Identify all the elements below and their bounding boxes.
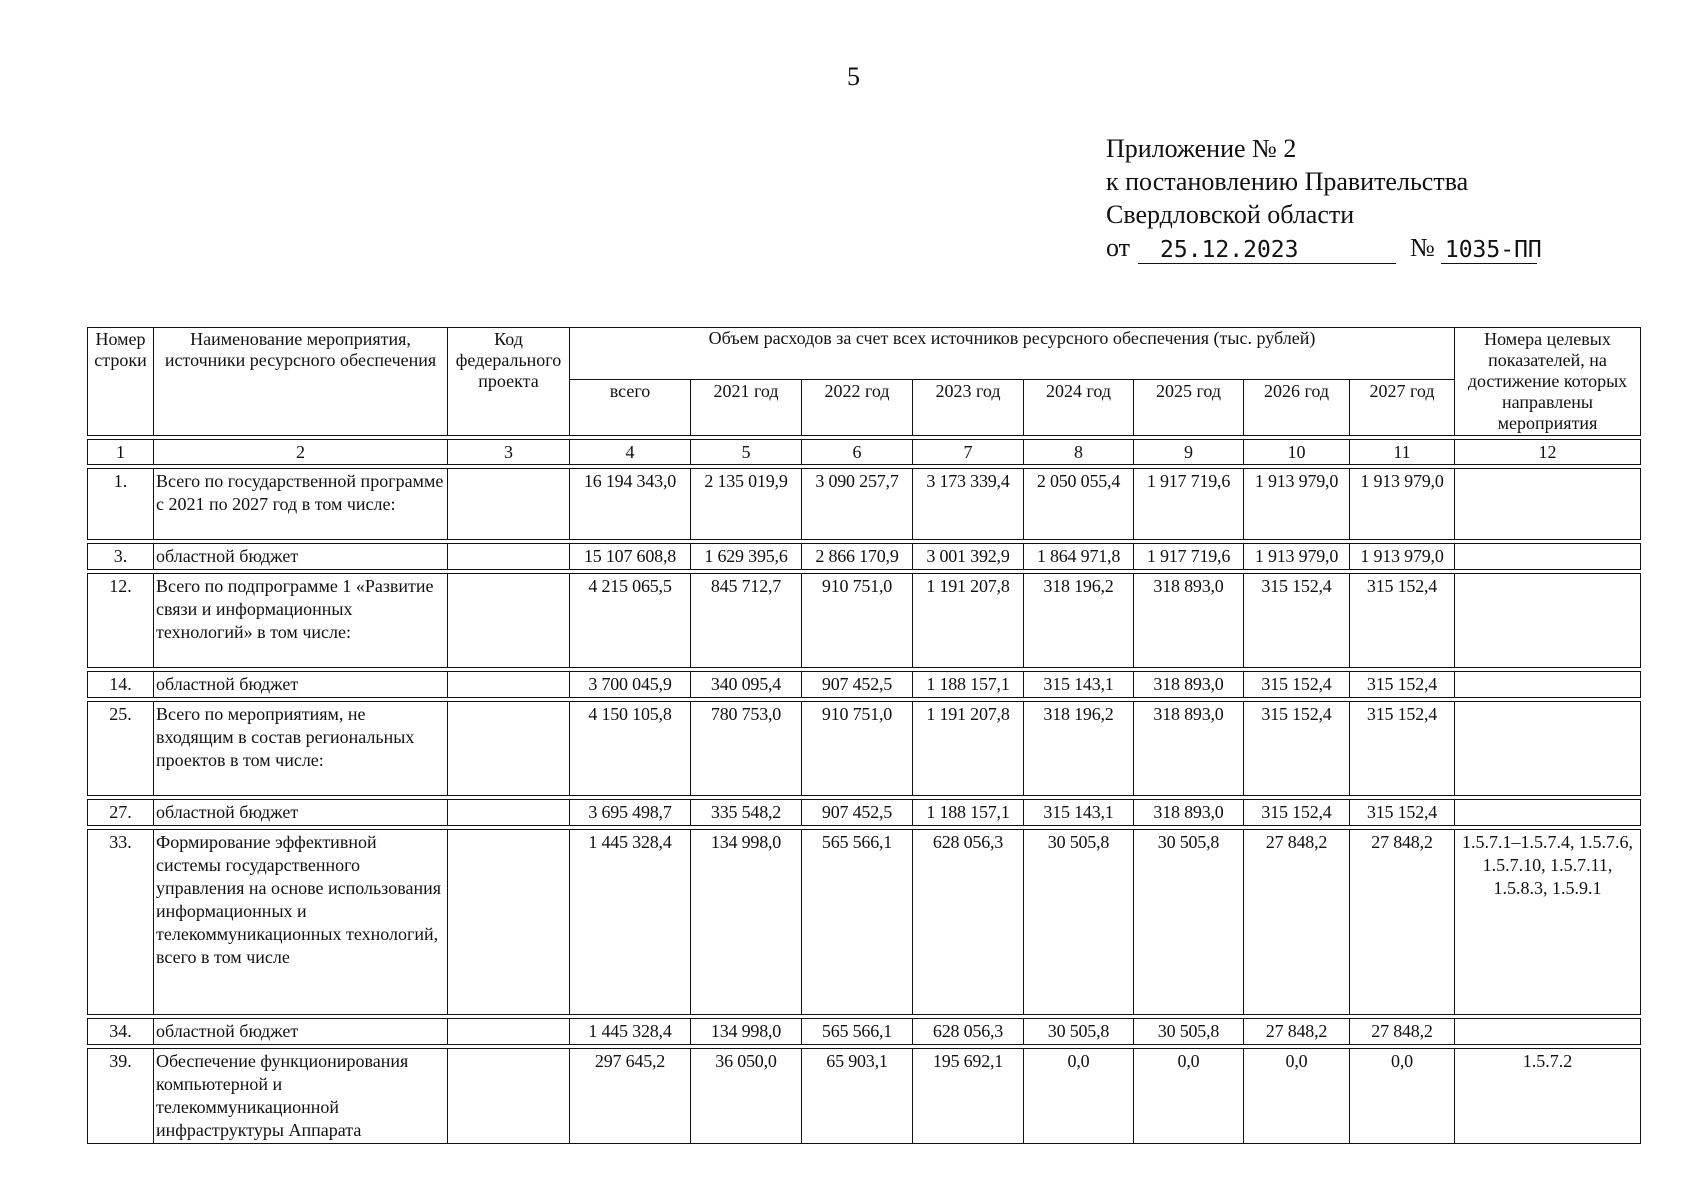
header-2021: 2021 год <box>691 379 802 435</box>
goal-indicators-cell <box>1455 1019 1641 1045</box>
year-2026-cell: 315 152,4 <box>1244 800 1350 826</box>
col-number: 3 <box>448 440 570 465</box>
year-2027-cell: 0,0 <box>1350 1049 1455 1144</box>
year-2025-cell: 0,0 <box>1134 1049 1244 1144</box>
fed-code-cell <box>448 544 570 570</box>
year-2027-cell: 315 152,4 <box>1350 672 1455 698</box>
goal-indicators-cell <box>1455 672 1641 698</box>
year-2027-cell: 315 152,4 <box>1350 702 1455 796</box>
year-2024-cell: 2 050 055,4 <box>1024 469 1134 540</box>
item-name-cell: Всего по подпрограмме 1 «Развитие связи и информационных технологий» в том числе: <box>154 574 448 668</box>
item-name-cell: областной бюджет <box>154 544 448 570</box>
year-2021-cell: 335 548,2 <box>691 800 802 826</box>
year-2024-cell: 318 196,2 <box>1024 702 1134 796</box>
appendix-resolution-ref: к постановлению Правительства <box>1106 167 1469 196</box>
year-2027-cell: 27 848,2 <box>1350 1019 1455 1045</box>
header-total: всего <box>570 379 691 435</box>
year-2026-cell: 315 152,4 <box>1244 702 1350 796</box>
year-2023-cell: 1 188 157,1 <box>913 672 1024 698</box>
year-2024-cell: 30 505,8 <box>1024 830 1134 1015</box>
col-number: 6 <box>802 440 913 465</box>
row-number-cell: 27. <box>88 800 154 826</box>
fed-code-cell <box>448 672 570 698</box>
fed-code-cell <box>448 469 570 540</box>
col-number: 8 <box>1024 440 1134 465</box>
table-row <box>88 1019 1641 1045</box>
goal-indicators-cell <box>1455 574 1641 668</box>
year-2025-cell: 30 505,8 <box>1134 1019 1244 1045</box>
year-2026-cell: 315 152,4 <box>1244 672 1350 698</box>
year-2026-cell: 27 848,2 <box>1244 1019 1350 1045</box>
year-2025-cell: 1 917 719,6 <box>1134 544 1244 570</box>
col-number: 11 <box>1350 440 1455 465</box>
fed-code-cell <box>448 1019 570 1045</box>
row-number-cell: 34. <box>88 1019 154 1045</box>
year-2027-cell: 315 152,4 <box>1350 800 1455 826</box>
year-2021-cell: 36 050,0 <box>691 1049 802 1144</box>
year-2027-cell: 27 848,2 <box>1350 830 1455 1015</box>
header-name: Наименование мероприятия, источники ресурсного обеспечения <box>154 328 448 436</box>
year-2026-cell: 1 913 979,0 <box>1244 544 1350 570</box>
header-2026: 2026 год <box>1244 379 1350 435</box>
table-row <box>88 469 1641 540</box>
row-number-cell: 39. <box>88 1049 154 1144</box>
col-number: 7 <box>913 440 1024 465</box>
header-fed-code: Код федерального проекта <box>448 328 570 436</box>
year-2024-cell: 318 196,2 <box>1024 574 1134 668</box>
table-row <box>88 830 1641 1015</box>
number-label: № <box>1410 233 1435 262</box>
total-cell: 4 215 065,5 <box>570 574 691 668</box>
total-cell: 3 695 498,7 <box>570 800 691 826</box>
year-2022-cell: 565 566,1 <box>802 830 913 1015</box>
row-number-cell: 12. <box>88 574 154 668</box>
year-2022-cell: 565 566,1 <box>802 1019 913 1045</box>
year-2024-cell: 315 143,1 <box>1024 800 1134 826</box>
table-row <box>88 574 1641 668</box>
total-cell: 1 445 328,4 <box>570 1019 691 1045</box>
col-number: 10 <box>1244 440 1350 465</box>
page-number: 5 <box>847 62 860 91</box>
item-name-cell: Всего по государственной программе с 2021 по 2027 год в том числе: <box>154 469 448 540</box>
year-2022-cell: 2 866 170,9 <box>802 544 913 570</box>
col-number: 9 <box>1134 440 1244 465</box>
header-row-1 <box>88 328 1641 380</box>
year-2023-cell: 1 191 207,8 <box>913 574 1024 668</box>
fed-code-cell <box>448 1049 570 1144</box>
table-row <box>88 672 1641 698</box>
total-cell: 297 645,2 <box>570 1049 691 1144</box>
goal-indicators-cell <box>1455 800 1641 826</box>
resolution-date: 25.12.2023 <box>1138 237 1396 264</box>
from-label: от <box>1106 233 1131 262</box>
col-number: 12 <box>1455 440 1641 465</box>
year-2025-cell: 30 505,8 <box>1134 830 1244 1015</box>
year-2024-cell: 0,0 <box>1024 1049 1134 1144</box>
total-cell: 4 150 105,8 <box>570 702 691 796</box>
goal-indicators-cell <box>1455 702 1641 796</box>
year-2025-cell: 318 893,0 <box>1134 574 1244 668</box>
table-row <box>88 544 1641 570</box>
fed-code-cell <box>448 574 570 668</box>
year-2022-cell: 65 903,1 <box>802 1049 913 1144</box>
col-number: 5 <box>691 440 802 465</box>
header-2024: 2024 год <box>1024 379 1134 435</box>
total-cell: 15 107 608,8 <box>570 544 691 570</box>
year-2025-cell: 318 893,0 <box>1134 800 1244 826</box>
item-name-cell: областной бюджет <box>154 1019 448 1045</box>
appendix-region: Свердловской области <box>1106 200 1355 229</box>
year-2024-cell: 30 505,8 <box>1024 1019 1134 1045</box>
fed-code-cell <box>448 800 570 826</box>
year-2026-cell: 27 848,2 <box>1244 830 1350 1015</box>
year-2024-cell: 1 864 971,8 <box>1024 544 1134 570</box>
header-row-number: Номер строки <box>88 328 154 436</box>
appendix-title: Приложение № 2 <box>1106 134 1297 163</box>
year-2022-cell: 910 751,0 <box>802 574 913 668</box>
year-2021-cell: 845 712,7 <box>691 574 802 668</box>
item-name-cell: областной бюджет <box>154 672 448 698</box>
goal-indicators-cell: 1.5.7.1–1.5.7.4, 1.5.7.6, 1.5.7.10, 1.5.7.11, 1.5.8.3, 1.5.9.1 <box>1455 830 1641 1015</box>
year-2026-cell: 1 913 979,0 <box>1244 469 1350 540</box>
year-2021-cell: 134 998,0 <box>691 1019 802 1045</box>
item-name-cell: Обеспечение функционирования компьютерной и телекоммуникационной инфраструктуры Аппарата <box>154 1049 448 1144</box>
year-2027-cell: 315 152,4 <box>1350 574 1455 668</box>
item-name-cell: Формирование эффективной системы государственного управления на основе использования информационных и телекоммуникационных технологий, всего в том числе <box>154 830 448 1015</box>
table-row <box>88 800 1641 826</box>
table-row <box>88 702 1641 796</box>
year-2023-cell: 3 173 339,4 <box>913 469 1024 540</box>
year-2022-cell: 910 751,0 <box>802 702 913 796</box>
col-number: 1 <box>88 440 154 465</box>
goal-indicators-cell <box>1455 469 1641 540</box>
year-2023-cell: 628 056,3 <box>913 1019 1024 1045</box>
resolution-number: 1035-ПП <box>1441 237 1537 264</box>
year-2023-cell: 3 001 392,9 <box>913 544 1024 570</box>
year-2021-cell: 2 135 019,9 <box>691 469 802 540</box>
year-2022-cell: 3 090 257,7 <box>802 469 913 540</box>
item-name-cell: областной бюджет <box>154 800 448 826</box>
fed-code-cell <box>448 702 570 796</box>
header-2022: 2022 год <box>802 379 913 435</box>
header-2023: 2023 год <box>913 379 1024 435</box>
year-2026-cell: 0,0 <box>1244 1049 1350 1144</box>
total-cell: 16 194 343,0 <box>570 469 691 540</box>
year-2021-cell: 780 753,0 <box>691 702 802 796</box>
column-numbers-row <box>88 440 1641 465</box>
total-cell: 3 700 045,9 <box>570 672 691 698</box>
header-goals: Номера целевых показателей, на достижение которых направлены мероприятия <box>1455 328 1641 436</box>
year-2021-cell: 340 095,4 <box>691 672 802 698</box>
year-2025-cell: 1 917 719,6 <box>1134 469 1244 540</box>
row-number-cell: 1. <box>88 469 154 540</box>
fed-code-cell <box>448 830 570 1015</box>
year-2023-cell: 1 188 157,1 <box>913 800 1024 826</box>
header-2025: 2025 год <box>1134 379 1244 435</box>
year-2022-cell: 907 452,5 <box>802 672 913 698</box>
year-2027-cell: 1 913 979,0 <box>1350 469 1455 540</box>
header-volume: Объем расходов за счет всех источников ресурсного обеспечения (тыс. рублей) <box>570 328 1455 380</box>
year-2021-cell: 134 998,0 <box>691 830 802 1015</box>
col-number: 2 <box>154 440 448 465</box>
col-number: 4 <box>570 440 691 465</box>
year-2027-cell: 1 913 979,0 <box>1350 544 1455 570</box>
year-2026-cell: 315 152,4 <box>1244 574 1350 668</box>
row-number-cell: 25. <box>88 702 154 796</box>
year-2023-cell: 195 692,1 <box>913 1049 1024 1144</box>
appendix-header <box>1106 132 1542 264</box>
year-2023-cell: 628 056,3 <box>913 830 1024 1015</box>
year-2025-cell: 318 893,0 <box>1134 702 1244 796</box>
row-number-cell: 14. <box>88 672 154 698</box>
year-2023-cell: 1 191 207,8 <box>913 702 1024 796</box>
year-2024-cell: 315 143,1 <box>1024 672 1134 698</box>
total-cell: 1 445 328,4 <box>570 830 691 1015</box>
budget-table <box>87 327 1641 1144</box>
appendix-date-number-row <box>1106 231 1542 264</box>
row-number-cell: 3. <box>88 544 154 570</box>
year-2025-cell: 318 893,0 <box>1134 672 1244 698</box>
year-2021-cell: 1 629 395,6 <box>691 544 802 570</box>
item-name-cell: Всего по мероприятиям, не входящим в состав региональных проектов в том числе: <box>154 702 448 796</box>
header-2027: 2027 год <box>1350 379 1455 435</box>
table-row <box>88 1049 1641 1144</box>
row-number-cell: 33. <box>88 830 154 1015</box>
year-2022-cell: 907 452,5 <box>802 800 913 826</box>
goal-indicators-cell: 1.5.7.2 <box>1455 1049 1641 1144</box>
goal-indicators-cell <box>1455 544 1641 570</box>
